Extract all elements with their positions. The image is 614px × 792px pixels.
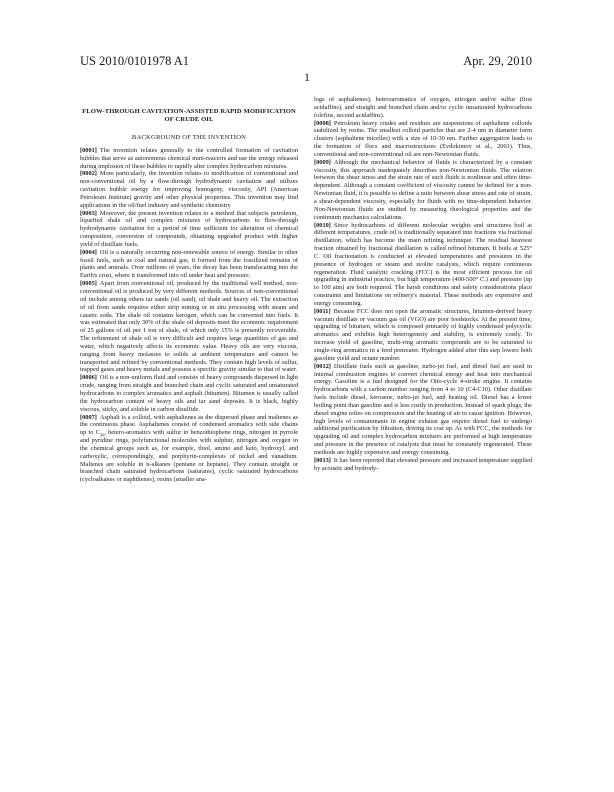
paragraph bbox=[80, 374, 298, 413]
paragraph bbox=[314, 308, 532, 363]
paragraph-text: Moreover, the present invention relates to a method that subjects petroleum, liquefied shale oil and complex mixtures of hydrocarbons to flow-through hydrodynamic cavitation for a period of time sufficient for alteration of chemical composition, conversion of compounds, obtaining upgraded product with higher yield of distillate fuels. bbox=[80, 209, 298, 248]
paragraph-text: Oil is a naturally occurring non-renewable source of energy. Similar to other fossil fuels, such as coal and natural gas, it formed from the fossilized remains of plants and animals. Over millions of years, the decay has been translocating into the Earth's crust, where it transformed into oil under heat and pressure. bbox=[80, 248, 298, 280]
paragraph bbox=[314, 363, 532, 457]
left-column bbox=[80, 96, 298, 484]
paragraph-text: Apart from conventional oil, produced by the traditional well method, non-conventional oil is produced by very different methods. Sources of non-conventional oil include among others tar sands (oil sand), oil shale and heavy oil. The extraction of oil from sands requires either strip mining or in situ processing with steam and caustic soda. The shale oil contains kerogen, which can be converted into fuels. It was estimated that only 30% of the shale oil deposits meet the economic requirement of 25 gallons of oil per 1 ton of shale, of which only 15% is presently recoverable. The refinement of shale oil is very difficult and requires large quantities of gas and water, which negatively affects its economic value. Heavy oils are very viscous, ranging from heavy molasses to solids at ambient temperature and cannot be transported and refined by conventional methods. They contain high levels of sulfur, trapped gases and heavy metals and possess a specific gravity similar to that of water. bbox=[80, 280, 298, 374]
paragraph bbox=[80, 280, 298, 374]
paragraph-number: [0010] bbox=[314, 221, 331, 229]
paragraph bbox=[80, 249, 298, 280]
paragraph bbox=[80, 414, 298, 485]
paragraph-number: [0006] bbox=[80, 374, 97, 382]
paragraph bbox=[80, 210, 298, 249]
publication-date: Apr. 29, 2010 bbox=[463, 54, 532, 68]
paragraph bbox=[314, 222, 532, 308]
paragraph bbox=[314, 120, 532, 159]
paragraph-number: [0004] bbox=[80, 248, 97, 256]
paragraph-number: [0013] bbox=[314, 456, 331, 464]
paragraph-text: Although the mechanical behavior of fluids is characterized by a constant viscosity, this approach inadequately describes non-Newtonian fluids. The relation between the shear stress and the strain rate of such fluids is nonlinear and often time-dependent. Although a constant coefficient of viscosity cannot be defined for a non-Newtonian fluid, it is possible to define a ratio between shear stress and rate of strain, a shear-dependent viscosity, especially for fluids with no time-dependent behavior. Non-Newtonian fluids are studied by measuring rheological properties and the continuum mechanics calculations. bbox=[314, 158, 532, 221]
paragraph bbox=[80, 170, 298, 209]
paragraph bbox=[314, 159, 532, 222]
paragraph-number: [0005] bbox=[80, 280, 97, 288]
paragraph-number: [0001] bbox=[80, 146, 97, 154]
paragraph-number: [0012] bbox=[314, 362, 331, 370]
paragraph-text: More particularly, the invention relates to modification of conventional and non-conventional oil by a flow-through hydrodynamic cavitation and utilizes cavitation bubble energy for improving homogeny, viscosity, API (American Petroleum Institute) gravity and other physical properties. This invention may find applications in the oil/fuel industry and synthetic chemistry bbox=[80, 170, 298, 209]
paragraph bbox=[80, 147, 298, 171]
paragraph-number: [0003] bbox=[80, 209, 97, 217]
paragraph-text: Distillate fuels such as gasoline, turbo-jet fuel, and diesel fuel are used in internal combustion engines to convert chemical energy and heat into mechanical energy. Gasoline is a fuel designed for the Otto-cycle 4-stroke engine. It contains hydrocarbons with a carbon number ranging from 4 to 10 (C4-C10). Other distillate fuels include diesel, kerosene, turbo-jet fuel, and heating oil. Diesel has a lower boiling point than gasoline and is less costly in production. Instead of spark plugs, the diesel engine relies on compression and the heating of air to cause ignition. However, high levels of contaminants in engine exhaust gas require diesel fuel to undergo additional purification by filtration, driving its cost up. As with FCC, the methods for upgrading oil and complex hydrocarbon mixtures are performed at high temperature and pressure in the presence of catalysts that must be constantly regenerated. These methods are highly expensive and energy consuming. bbox=[314, 362, 532, 456]
paragraph-number: [0011] bbox=[314, 307, 331, 315]
paragraph-text: Because FCC does not open the aromatic structures, bitumen-derived heavy vacuum distillate or vacuum gas oil (VGO) are poor feedstocks. At the present time, upgrading of bitumen, which is composed primarily of highly condensed polycyclic aromatics and exhibits high heterogeneity and stability, is extremely costly. To increase yield of gasoline, multi-ring aromatic compounds are to be saturated to single-ring aromatics in a feed pretreater. Hydrogen added after this step lowers both gasoline yield and octane number. bbox=[314, 307, 532, 362]
section-heading: BACKGROUND OF THE INVENTION bbox=[131, 133, 247, 141]
page-number: 1 bbox=[304, 70, 310, 84]
paragraph-text: Oil is a non-uniform fluid and consists of heavy compounds dispersed in light crude, ranging from straight and branched chain and cyclic saturated and unsaturated hydrocarbons to complex aromatics and asphalt (bitumen). Bitumen is usually called the hydrocarbon content of heavy oils and tar sand deposits. It is black, highly viscous, sticky, and soluble in carbon disulfide. bbox=[80, 374, 298, 413]
paragraph-text: , hetero-aromatics with sulfur in benzothiophene rings, nitrogen in pyrrole and pyridine rings, polyfunctional molecules with sulphur, nitrogen and oxygen in the chemical groups such as, for example, thiol, amino and keto, hydroxyl, and carboxylic, correspondingly, and porphyrin-complexes of nickel and vanadium. Maltenes are soluble in n-alkanes (pentane or heptane). They contain straight or branched chain saturated hydrocarbons (saturates), cyclic saturated hydrocarbons (cycloalkanes or naphthenes), resins (smaller ana- bbox=[80, 429, 299, 484]
paragraph-number: [0007] bbox=[80, 413, 97, 421]
paragraph bbox=[314, 96, 532, 120]
paragraph-text: Since hydrocarbons of different molecular weights and structures boil at different temperatures, crude oil is traditionally separated into fractions via fractional distillation, which has become the main refining technique. The residual heaviest fraction obtained by fractional distillation is called refined bitumen. It boils at 525° C. Oil fractionation is conducted at elevated temperatures and pressures in the presence of hydrogen or steam and zeolite catalysts, which require continuous regeneration. Fluid catalytic cracking (FCC) is the most efficient process for oil upgrading in industrial practice, but high temperature (400-500° C.) and pressure (up to 100 atm) are both required. The harsh conditions and safety considerations place constraints and limitations on refinery's material. These methods are expensive and energy consuming. bbox=[314, 221, 532, 307]
paragraph-number: [0008] bbox=[314, 119, 331, 127]
publication-number: US 2010/0101978 A1 bbox=[80, 54, 190, 68]
right-column bbox=[314, 96, 532, 473]
paragraph-number: [0009] bbox=[314, 158, 331, 166]
document-title: FLOW-THROUGH CAVITATION-ASSISTED RAPID MODIFICATION OF CRUDE OIL bbox=[82, 108, 296, 124]
paragraph-number: [0002] bbox=[80, 170, 97, 178]
paragraph bbox=[314, 457, 532, 473]
paragraph-text: It has been reported that elevated pressure and increased temperature supplied by acoustic and hydrody- bbox=[314, 456, 532, 472]
paragraph-text: Petroleum heavy crudes and residues are suspensions of asphaltene colloids stabilized by resins. The smallest colloid particles that are 2-4 nm in diameter form clusters (asphaltene micelles) with a size of 10-30 nm. Further aggregation leads to the formation of flocs and macrostructures (Evdokimov et al., 2001). Thus, conventional and non-conventional oil are non-Newtonian fluids. bbox=[314, 119, 532, 158]
paragraph-text: The invention relates generally to the controlled formation of cavitation bubbles that serve as autonomous chemical mini-reactors and use the energy released during implosion of these bubbles to rapidly alter complex hydrocarbon mixtures. bbox=[80, 146, 298, 170]
paragraph-text: logs of asphaltenes), heteroaromatics of oxygen, nitrogen and/or sulfur (first acidaffins), and straight and branched chain and/or cyclic unsaturated hydrocarbons (olefins, second acidaffins). bbox=[314, 96, 532, 119]
subscript: 30 bbox=[99, 432, 105, 438]
paragraph-text: Asphalt is a colloid, with asphaltenes as the dispersed phase and maltenes as the continuous phase. Asphaltenes consist of condensed aromatics with side chains up to C bbox=[80, 413, 298, 437]
